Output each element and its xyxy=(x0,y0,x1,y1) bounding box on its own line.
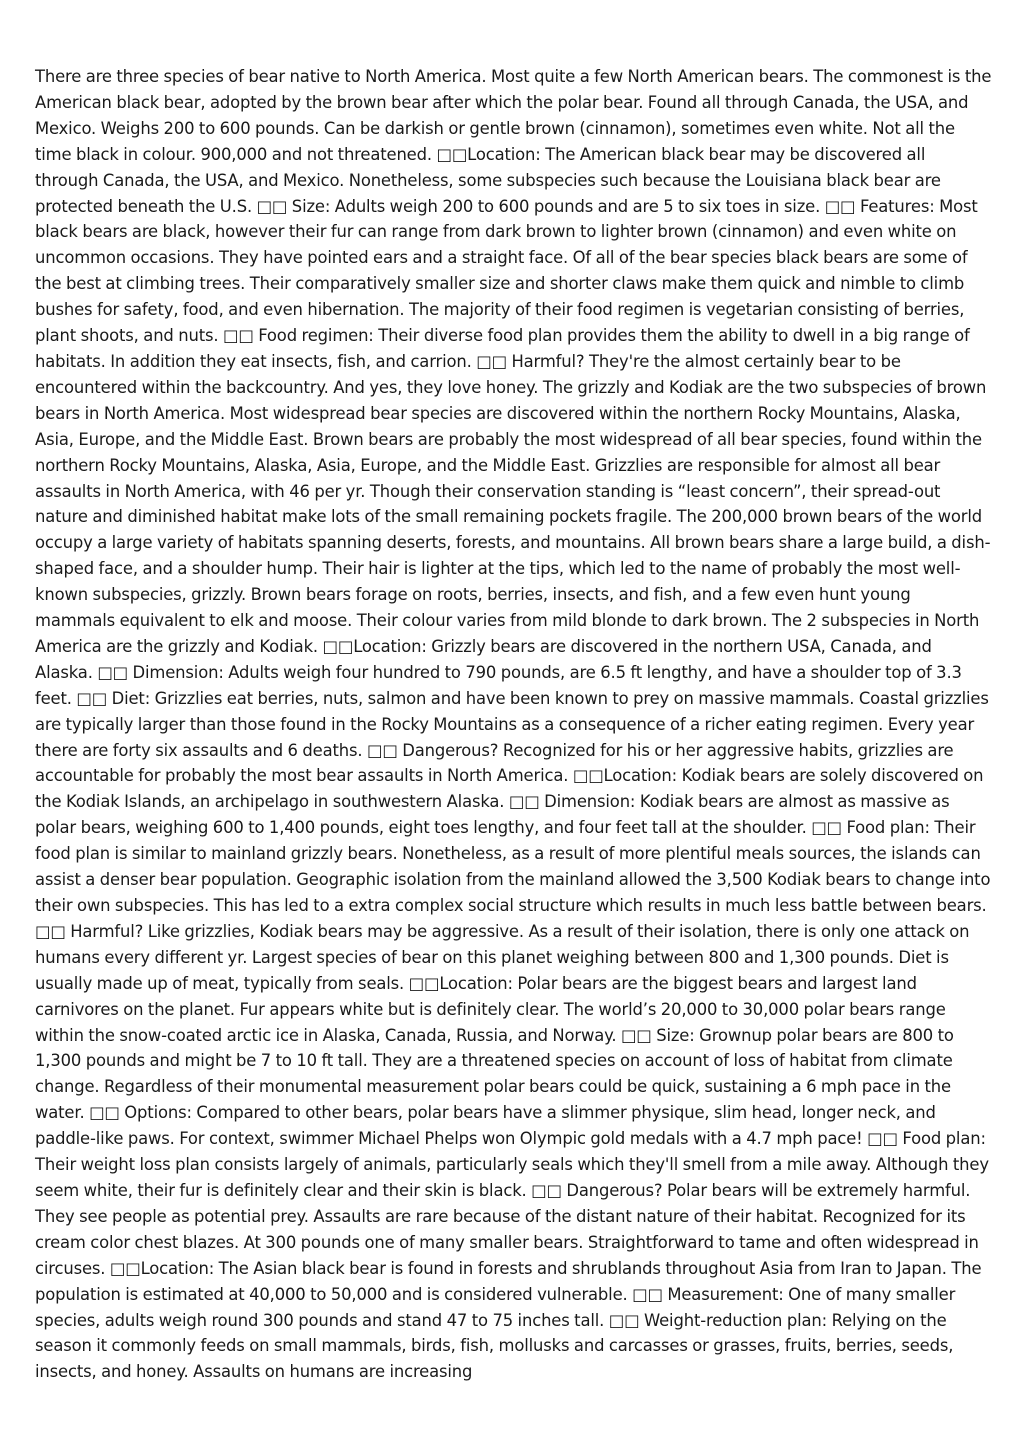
body-paragraph: There are three species of bear native to North America. Most quite a few North American bears. The commonest is the American black bear, adopted by the brown bear after which the polar bear. Found all through Canada, the USA, and Mexico. Weighs 200 to 600 pounds. Can be darkish or gentle brown (cinnamon), sometimes even white. Not all the time black in colour. 900,000 and not threatened. □□Location: The American black bear may be discovered all through Canada, the USA, and Mexico. Nonetheless, some subspecies such because the Louisiana black bear are protected beneath the U.S. □□ Size: Adults weigh 200 to 600 pounds and are 5 to six toes in size. □□ Features: Most black bears are black, however their fur can range from dark brown to lighter brown (cinnamon) and even white on uncommon occasions. They have pointed ears and a straight face. Of all of the bear species black bears are some of the best at climbing trees. Their comparatively smaller size and shorter claws make them quick and nimble to climb bushes for safety, food, and even hibernation. The majority of their food regimen is vegetarian consisting of berries, plant shoots, and nuts. □□ Food regimen: Their diverse food plan provides them the ability to dwell in a big range of habitats. In addition they eat insects, fish, and carrion. □□ Harmful? They're the almost certainly bear to be encountered within the backcountry. And yes, they love honey. The grizzly and Kodiak are the two subspecies of brown bears in North America. Most widespread bear species are discovered within the northern Rocky Mountains, Alaska, Asia, Europe, and the Middle East. Brown bears are probably the most widespread of all bear species, found within the northern Rocky Mountains, Alaska, Asia, Europe, and the Middle East. Grizzlies are responsible for almost all bear assaults in North America, with 46 per yr. Though their conservation standing is “least concern”, their spread-out nature and diminished habitat make lots of the small remaining pockets fragile. The 200,000 brown bears of the world occupy a large variety of habitats spanning deserts, forests, and mountains. All brown bears share a large build, a dish-shaped face, and a shoulder hump. Their hair is lighter at the tips, which led to the name of probably the most well-known subspecies, grizzly. Brown bears forage on roots, berries, insects, and fish, and a few even hunt young mammals equivalent to elk and moose. Their colour varies from mild blonde to dark brown. The 2 subspecies in North America are the grizzly and Kodiak. □□Location: Grizzly bears are discovered in the northern USA, Canada, and Alaska. □□ Dimension: Adults weigh four hundred to 790 pounds, are 6.5 ft lengthy, and have a shoulder top of 3.3 feet. □□ Diet: Grizzlies eat berries, nuts, salmon and have been known to prey on massive mammals. Coastal grizzlies are typically larger than those found in the Rocky Mountains as a consequence of a richer eating regimen. Every year there are forty six assaults and 6 deaths. □□ Dangerous? Recognized for his or her aggressive habits, grizzlies are accountable for probably the most bear assaults in North America. □□Location: Kodiak bears are solely discovered on the Kodiak Islands, an archipelago in southwestern Alaska. □□ Dimension: Kodiak bears are almost as massive as polar bears, weighing 600 to 1,400 pounds, eight toes lengthy, and four feet tall at the shoulder. □□ Food plan: Their food plan is similar to mainland grizzly bears. Nonetheless, as a result of more plentiful meals sources, the islands can assist a denser bear population. Geographic isolation from the mainland allowed the 3,500 Kodiak bears to change into their own subspecies. This has led to a extra complex social structure which results in much less battle between bears. □□ Harmful? Like grizzlies, Kodiak bears may be aggressive. As a result of their isolation, there is only one attack on humans every different yr. Largest species of bear on this planet weighing between 800 and 1,300 pounds. Diet is usually made up of meat, typically from seals. □□Location: Polar bears are the biggest bears and largest land carnivores on the planet. Fur appears white but is definitely clear. The world’s 20,000 to 30,000 polar bears range within the snow-coated arctic ice in Alaska, Canada, Russia, and Norway. □□ Size: Grownup polar bears are 800 to 1,300 pounds and might be 7 to 10 ft tall. They are a threatened species on account of loss of habitat from climate change. Regardless of their monumental measurement polar bears could be quick, sustaining a 6 mph pace in the water. □□ Options: Compared to other bears, polar bears have a slimmer physique, slim head, longer neck, and paddle-like paws. For context, swimmer Michael Phelps won Olympic gold medals with a 4.7 mph pace! □□ Food plan: Their weight loss plan consists largely of animals, particularly seals which they'll smell from a mile away. Although they seem white, their fur is definitely clear and their skin is black. □□ Dangerous? Polar bears will be extremely harmful. They see people as potential prey. Assaults are rare because of the distant nature of their habitat. Recognized for its cream color chest blazes. At 300 pounds one of many smaller bears. Straightforward to tame and often widespread in circuses. □□Location: The Asian black bear is found in forests and shrublands throughout Asia from Iran to Japan. The population is estimated at 40,000 to 50,000 and is considered vulnerable. □□ Measurement: One of many smaller species, adults weigh round 300 pounds and stand 47 to 75 inches tall. □□ Weight-reduction plan: Relying on the season it commonly feeds on small mammals, birds, fish, mollusks and carcasses or grasses, fruits, berries, seeds, insects, and honey. Assaults on humans are increasing xyxy=(35,67,992,1382)
document-page xyxy=(35,64,993,1385)
